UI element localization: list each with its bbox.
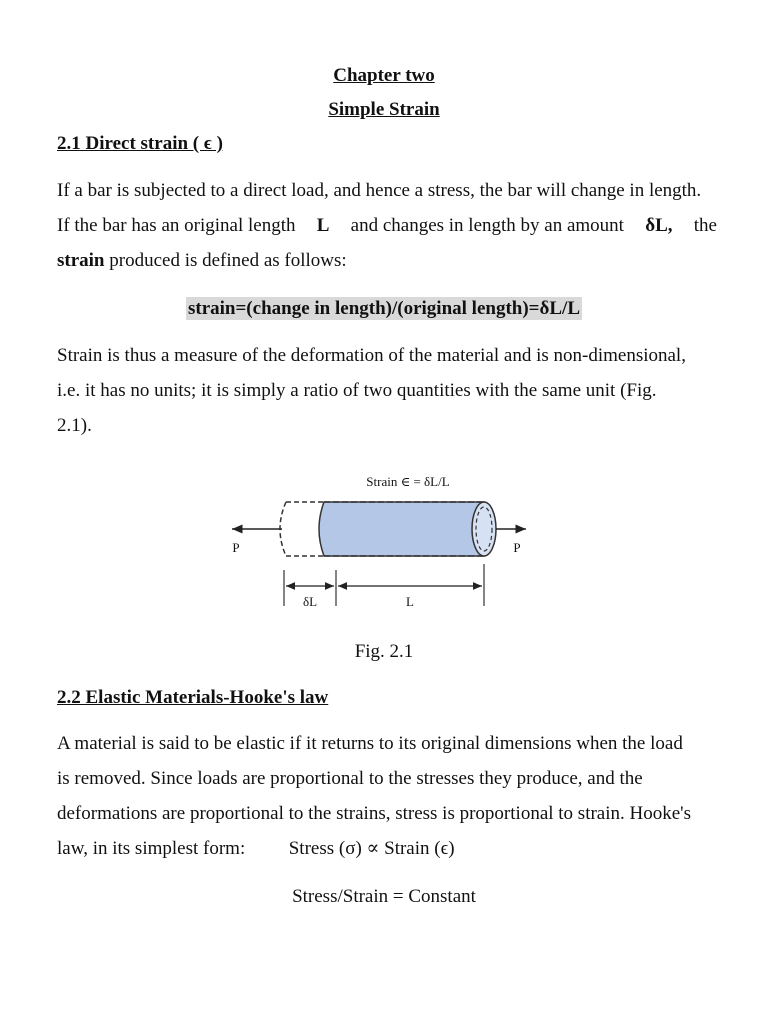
figure-strain-bar [220, 468, 540, 616]
strain-formula: strain=(change in length)/(original length)=δL/L [187, 298, 580, 319]
paragraph-line [57, 208, 717, 243]
bar-body [319, 502, 496, 556]
section-2-1-paragraph-2 [57, 338, 717, 443]
paragraph-line [57, 243, 717, 278]
paragraph-line-text: 2.1). [57, 415, 92, 436]
original-length-outline [280, 502, 324, 556]
chapter-subtitle: Simple Strain [328, 99, 440, 120]
chapter-title: Chapter two [333, 65, 435, 86]
paragraph-text: law, in its simplest form: [57, 838, 246, 859]
stress-strain-formula: Stress/Strain = Constant [292, 886, 476, 907]
section-2-1-paragraph [57, 173, 717, 278]
paragraph-line [57, 373, 717, 408]
term-strain: strain [57, 250, 105, 271]
paragraph-line [57, 338, 717, 373]
paragraph-line [57, 761, 717, 796]
paragraph-line [57, 831, 717, 866]
paragraph-line-text: A material is said to be elastic if it returns to its original dimensions when the load [57, 733, 683, 754]
section-2-2-paragraph [57, 726, 717, 866]
hookes-law-relation: Stress (σ) ∝ Strain (ϵ) [288, 838, 455, 859]
paragraph-text: and changes in length by an amount [350, 215, 624, 236]
section-2-1-heading: 2.1 Direct strain ( ϵ ) [57, 133, 223, 154]
paragraph-line-text: If a bar is subjected to a direct load, and hence a stress, the bar will change in length. [57, 180, 702, 201]
section-2-2-heading: 2.2 Elastic Materials-Hooke's law [57, 687, 329, 708]
paragraph-line-text: deformations are proportional to the strains, stress is proportional to strain. Hooke's [57, 803, 691, 824]
symbol-L: L [316, 215, 330, 236]
paragraph-line [57, 173, 717, 208]
paragraph-line [57, 726, 717, 761]
figure-top-label: Strain ∈ = δL/L [366, 474, 450, 489]
figure-caption: Fig. 2.1 [354, 641, 414, 662]
paragraph-line [57, 408, 717, 443]
strain-formula-row [0, 297, 768, 321]
paragraph-line [57, 796, 717, 831]
paragraph-line-text: i.e. it has no units; it is simply a ratio of two quantities with the same unit (Fig. [57, 380, 657, 401]
right-force-label: P [513, 540, 521, 555]
paragraph-text: If the bar has an original length [57, 215, 296, 236]
left-force-label: P [232, 540, 240, 555]
paragraph-text: produced is defined as follows: [109, 250, 347, 271]
paragraph-line-text: Strain is thus a measure of the deformation of the material and is non-dimensional, [57, 345, 686, 366]
dimension-delta-L-label: δL [302, 594, 318, 609]
paragraph-line-text: is removed. Since loads are proportional to the stresses they produce, and the [57, 768, 643, 789]
paragraph-text: the [693, 215, 717, 236]
symbol-delta-L: δL, [645, 215, 673, 236]
dimension-L-label: L [406, 594, 414, 609]
